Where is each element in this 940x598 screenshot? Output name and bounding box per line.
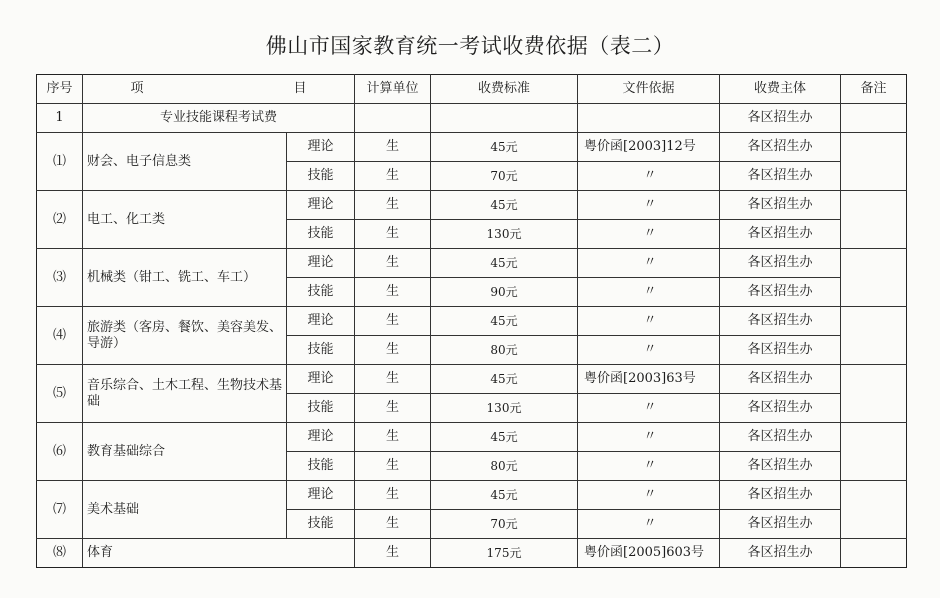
row-body: 各区招生办 (720, 307, 841, 336)
row-body: 各区招生办 (720, 394, 841, 423)
row-seq: ⑻ (37, 539, 83, 568)
row-seq: ⑶ (37, 249, 83, 307)
row-unit: 生 (355, 133, 431, 162)
row-body: 各区招生办 (720, 539, 841, 568)
row-body: 各区招生办 (720, 452, 841, 481)
row-type: 理论 (287, 133, 355, 162)
row-item: 美术基础 (83, 481, 287, 539)
row-type: 技能 (287, 162, 355, 191)
row-unit: 生 (355, 510, 431, 539)
row-basis: 粤价函[2003]63号 (578, 365, 720, 394)
row-body: 各区招生办 (720, 423, 841, 452)
header-seq: 序号 (37, 75, 83, 104)
row-basis: 〃 (578, 510, 720, 539)
row-remark (841, 539, 907, 568)
row-type: 理论 (287, 365, 355, 394)
row-basis: 〃 (578, 191, 720, 220)
section-body: 各区招生办 (720, 104, 841, 133)
row-basis: 粤价函[2003]12号 (578, 133, 720, 162)
section-seq: 1 (37, 104, 83, 133)
row-unit: 生 (355, 191, 431, 220)
table-row (37, 249, 907, 278)
row-item: 电工、化工类 (83, 191, 287, 249)
row-unit: 生 (355, 423, 431, 452)
row-unit: 生 (355, 162, 431, 191)
row-fee: 90元 (431, 278, 578, 307)
row-fee: 45元 (431, 307, 578, 336)
row-basis: 〃 (578, 307, 720, 336)
row-basis: 〃 (578, 394, 720, 423)
row-seq: ⑸ (37, 365, 83, 423)
row-basis: 〃 (578, 423, 720, 452)
row-unit: 生 (355, 307, 431, 336)
document-title: 佛山市国家教育统一考试收费依据（表二） (265, 34, 675, 58)
section-name: 专业技能课程考试费 (83, 104, 355, 133)
header-remark: 备注 (841, 75, 907, 104)
row-fee: 45元 (431, 249, 578, 278)
row-body: 各区招生办 (720, 249, 841, 278)
row-type: 理论 (287, 191, 355, 220)
section-fee (431, 104, 578, 133)
row-unit: 生 (355, 365, 431, 394)
row-fee: 70元 (431, 510, 578, 539)
row-remark (841, 133, 907, 191)
header-item-b: 目 (293, 81, 307, 96)
row-item: 财会、电子信息类 (83, 133, 287, 191)
header-item (83, 75, 355, 104)
table-row (37, 481, 907, 510)
row-type: 技能 (287, 394, 355, 423)
row-item: 教育基础综合 (83, 423, 287, 481)
row-fee: 80元 (431, 452, 578, 481)
row-type: 技能 (287, 278, 355, 307)
section-basis (578, 104, 720, 133)
row-body: 各区招生办 (720, 133, 841, 162)
header-row (37, 75, 907, 104)
row-fee: 130元 (431, 394, 578, 423)
row-type: 理论 (287, 423, 355, 452)
row-type: 理论 (287, 307, 355, 336)
row-basis: 〃 (578, 162, 720, 191)
row-fee: 70元 (431, 162, 578, 191)
row-unit: 生 (355, 452, 431, 481)
fee-table (36, 74, 907, 568)
row-body: 各区招生办 (720, 336, 841, 365)
table-row (37, 365, 907, 394)
row-item: 旅游类（客房、餐饮、美容美发、导游） (83, 307, 287, 365)
row-fee: 45元 (431, 423, 578, 452)
row-body: 各区招生办 (720, 481, 841, 510)
row-fee: 45元 (431, 133, 578, 162)
row-fee: 80元 (431, 336, 578, 365)
row-unit: 生 (355, 336, 431, 365)
row-basis: 〃 (578, 278, 720, 307)
header-standard: 收费标准 (431, 75, 578, 104)
row-basis: 〃 (578, 336, 720, 365)
row-body: 各区招生办 (720, 510, 841, 539)
row-basis: 〃 (578, 220, 720, 249)
row-seq: ⑷ (37, 307, 83, 365)
table-row (37, 423, 907, 452)
row-seq: ⑴ (37, 133, 83, 191)
section-row (37, 104, 907, 133)
row-remark (841, 191, 907, 249)
row-body: 各区招生办 (720, 191, 841, 220)
header-unit: 计算单位 (355, 75, 431, 104)
section-unit (355, 104, 431, 133)
table-row (37, 539, 907, 568)
row-type: 技能 (287, 510, 355, 539)
row-body: 各区招生办 (720, 278, 841, 307)
row-remark (841, 481, 907, 539)
row-fee: 175元 (431, 539, 578, 568)
row-basis: 〃 (578, 452, 720, 481)
row-body: 各区招生办 (720, 365, 841, 394)
row-type: 技能 (287, 452, 355, 481)
row-type: 理论 (287, 249, 355, 278)
row-item: 音乐综合、土木工程、生物技术基础 (83, 365, 287, 423)
row-body: 各区招生办 (720, 162, 841, 191)
row-unit: 生 (355, 220, 431, 249)
row-type: 技能 (287, 220, 355, 249)
table-row (37, 133, 907, 162)
table-row (37, 191, 907, 220)
row-basis: 〃 (578, 249, 720, 278)
header-basis: 文件依据 (578, 75, 720, 104)
row-type: 技能 (287, 336, 355, 365)
row-remark (841, 249, 907, 307)
row-fee: 130元 (431, 220, 578, 249)
row-body: 各区招生办 (720, 220, 841, 249)
row-item: 机械类（钳工、铣工、车工） (83, 249, 287, 307)
section-remark (841, 104, 907, 133)
row-remark (841, 423, 907, 481)
row-item: 体育 (83, 539, 355, 568)
row-remark (841, 365, 907, 423)
row-basis: 〃 (578, 481, 720, 510)
row-fee: 45元 (431, 191, 578, 220)
row-remark (841, 307, 907, 365)
row-fee: 45元 (431, 365, 578, 394)
row-basis: 粤价函[2005]603号 (578, 539, 720, 568)
header-item-a: 项 (130, 81, 144, 96)
table-row (37, 307, 907, 336)
row-unit: 生 (355, 539, 431, 568)
row-fee: 45元 (431, 481, 578, 510)
row-unit: 生 (355, 394, 431, 423)
row-seq: ⑺ (37, 481, 83, 539)
row-unit: 生 (355, 278, 431, 307)
row-seq: ⑹ (37, 423, 83, 481)
header-body: 收费主体 (720, 75, 841, 104)
row-unit: 生 (355, 481, 431, 510)
row-seq: ⑵ (37, 191, 83, 249)
row-unit: 生 (355, 249, 431, 278)
row-type: 理论 (287, 481, 355, 510)
